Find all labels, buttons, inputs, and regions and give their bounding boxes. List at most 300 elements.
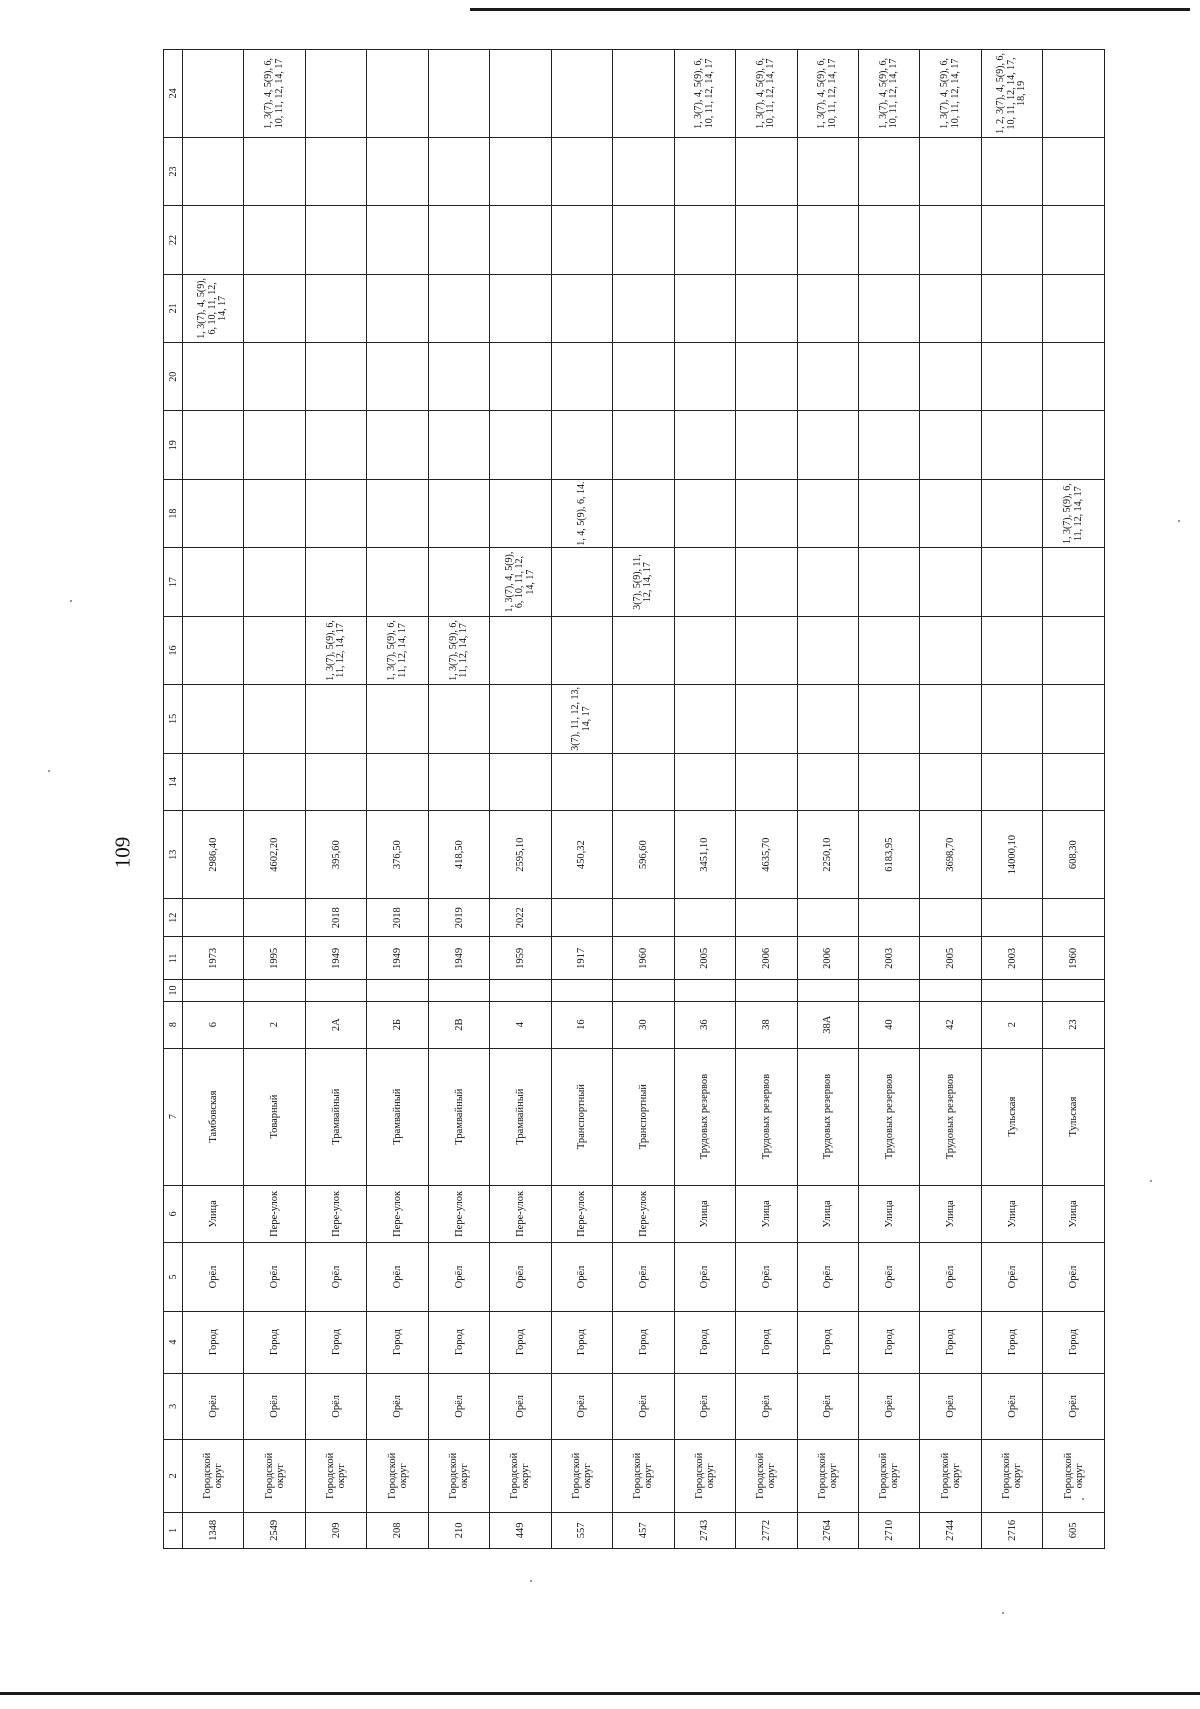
cell-c22	[428, 206, 489, 274]
cell-region: Городской округ	[367, 1439, 428, 1512]
column-number: 21	[164, 274, 183, 342]
cell-c18	[613, 479, 674, 547]
cell-c17	[797, 548, 858, 616]
cell-c21	[305, 274, 366, 342]
cell-municipality: Орёл	[367, 1373, 428, 1439]
cell-c19	[490, 411, 551, 479]
column-number: 17	[164, 548, 183, 616]
table-row	[981, 50, 1042, 1549]
cell-c18: 1, 3(7), 5(9), 6, 11, 12, 14, 17	[1043, 479, 1104, 547]
cell-c22	[1043, 206, 1104, 274]
cell-street-type: Улица	[797, 1185, 858, 1243]
column-number: 2	[164, 1439, 183, 1512]
cell-c16	[858, 616, 919, 684]
cell-c10	[367, 980, 428, 1001]
cell-c23	[981, 137, 1042, 205]
cell-area: 395,60	[305, 811, 366, 899]
cell-settlement-type: Город	[428, 1311, 489, 1373]
cell-area: 596,60	[613, 811, 674, 899]
table-row	[183, 50, 244, 1549]
cell-house: 23	[1043, 1001, 1104, 1048]
cell-c14	[858, 753, 919, 811]
cell-year: 2006	[797, 937, 858, 980]
cell-street: Трудовых резервов	[674, 1048, 735, 1185]
cell-c22	[613, 206, 674, 274]
cell-c12: 2019	[428, 899, 489, 937]
cell-c23	[1043, 137, 1104, 205]
cell-c18	[244, 479, 305, 547]
cell-c21	[490, 274, 551, 342]
cell-c14	[1043, 753, 1104, 811]
cell-c22	[797, 206, 858, 274]
cell-c20	[1043, 343, 1104, 411]
cell-c18	[183, 479, 244, 547]
cell-street: Трудовых резервов	[920, 1048, 981, 1185]
cell-settlement-type: Город	[613, 1311, 674, 1373]
cell-c19	[244, 411, 305, 479]
cell-c20	[183, 343, 244, 411]
table-row	[305, 50, 366, 1549]
cell-area: 4635,70	[736, 811, 797, 899]
cell-c16	[797, 616, 858, 684]
cell-house: 40	[858, 1001, 919, 1048]
cell-c10	[1043, 980, 1104, 1001]
cell-settlement: Орёл	[858, 1243, 919, 1311]
cell-year: 2005	[920, 937, 981, 980]
cell-region: Городской округ	[183, 1439, 244, 1512]
cell-region: Городской округ	[551, 1439, 612, 1512]
cell-settlement-type: Город	[490, 1311, 551, 1373]
cell-c16	[244, 616, 305, 684]
cell-c10	[981, 980, 1042, 1001]
scan-speck	[1002, 1612, 1004, 1614]
cell-id: 2744	[920, 1512, 981, 1548]
cell-id: 1348	[183, 1512, 244, 1548]
cell-c20	[367, 343, 428, 411]
cell-c12: 2022	[490, 899, 551, 937]
cell-street: Транспортный	[551, 1048, 612, 1185]
cell-c21	[367, 274, 428, 342]
cell-id: 605	[1043, 1512, 1104, 1548]
cell-settlement: Орёл	[428, 1243, 489, 1311]
cell-municipality: Орёл	[551, 1373, 612, 1439]
cell-c10	[490, 980, 551, 1001]
cell-c14	[551, 753, 612, 811]
cell-c10	[244, 980, 305, 1001]
cell-c14	[367, 753, 428, 811]
table-row	[244, 50, 305, 1549]
cell-settlement: Орёл	[490, 1243, 551, 1311]
cell-c15	[797, 685, 858, 753]
table-row	[551, 50, 612, 1549]
cell-street-type: Улица	[858, 1185, 919, 1243]
cell-c15	[305, 685, 366, 753]
cell-c24	[490, 50, 551, 138]
cell-c24: 1, 3(7), 4, 5(9), 6, 10, 11, 12, 14, 17	[920, 50, 981, 138]
scan-speck	[48, 770, 50, 772]
cell-municipality: Орёл	[490, 1373, 551, 1439]
cell-c14	[920, 753, 981, 811]
cell-year: 1949	[305, 937, 366, 980]
cell-c20	[428, 343, 489, 411]
cell-settlement-type: Город	[551, 1311, 612, 1373]
cell-c15	[920, 685, 981, 753]
cell-c20	[797, 343, 858, 411]
cell-c19	[981, 411, 1042, 479]
cell-c17	[1043, 548, 1104, 616]
cell-c21	[674, 274, 735, 342]
cell-street: Товарный	[244, 1048, 305, 1185]
cell-settlement-type: Город	[305, 1311, 366, 1373]
cell-id: 2710	[858, 1512, 919, 1548]
cell-c23	[244, 137, 305, 205]
cell-house: 16	[551, 1001, 612, 1048]
cell-area: 3698,70	[920, 811, 981, 899]
cell-c22	[674, 206, 735, 274]
cell-c15	[858, 685, 919, 753]
cell-c22	[367, 206, 428, 274]
cell-settlement: Орёл	[613, 1243, 674, 1311]
cell-street: Трудовых резервов	[797, 1048, 858, 1185]
cell-c24: 1, 2, 3(7), 4, 5(9), 6, 10, 11, 12, 14, 17, 18, 19	[981, 50, 1042, 138]
cell-area: 376,50	[367, 811, 428, 899]
cell-c18	[490, 479, 551, 547]
cell-c22	[736, 206, 797, 274]
cell-area: 6183,95	[858, 811, 919, 899]
cell-c21	[920, 274, 981, 342]
scan-speck	[1178, 520, 1180, 522]
cell-year: 1973	[183, 937, 244, 980]
register-table	[163, 49, 1105, 1549]
cell-c12: 2018	[367, 899, 428, 937]
cell-c21	[428, 274, 489, 342]
cell-id: 2743	[674, 1512, 735, 1548]
cell-street-type: Пере-улок	[367, 1185, 428, 1243]
cell-c14	[305, 753, 366, 811]
cell-c15	[981, 685, 1042, 753]
cell-c22	[183, 206, 244, 274]
cell-year: 1917	[551, 937, 612, 980]
cell-id: 2716	[981, 1512, 1042, 1548]
cell-c18	[920, 479, 981, 547]
cell-id: 208	[367, 1512, 428, 1548]
cell-region: Городской округ	[981, 1439, 1042, 1512]
cell-year: 2005	[674, 937, 735, 980]
cell-street: Трамвайный	[305, 1048, 366, 1185]
cell-municipality: Орёл	[244, 1373, 305, 1439]
cell-year: 2003	[858, 937, 919, 980]
cell-c21	[858, 274, 919, 342]
cell-c15	[183, 685, 244, 753]
cell-c16: 1, 3(7), 5(9), 6, 11, 12, 14, 17	[305, 616, 366, 684]
cell-c20	[981, 343, 1042, 411]
cell-c18	[367, 479, 428, 547]
scan-speck	[530, 1580, 532, 1582]
cell-c23	[920, 137, 981, 205]
cell-house: 42	[920, 1001, 981, 1048]
cell-year: 1960	[1043, 937, 1104, 980]
cell-c10	[613, 980, 674, 1001]
cell-c15	[613, 685, 674, 753]
cell-c16	[981, 616, 1042, 684]
cell-c12	[797, 899, 858, 937]
cell-c24	[551, 50, 612, 138]
cell-c10	[858, 980, 919, 1001]
table-row	[613, 50, 674, 1549]
column-number: 1	[164, 1512, 183, 1548]
cell-settlement-type: Город	[981, 1311, 1042, 1373]
cell-c14	[736, 753, 797, 811]
cell-c21	[613, 274, 674, 342]
cell-c18	[981, 479, 1042, 547]
cell-settlement: Орёл	[305, 1243, 366, 1311]
cell-settlement: Орёл	[920, 1243, 981, 1311]
column-number: 19	[164, 411, 183, 479]
cell-c20	[674, 343, 735, 411]
column-number: 4	[164, 1311, 183, 1373]
cell-street: Тульская	[1043, 1048, 1104, 1185]
cell-c10	[797, 980, 858, 1001]
cell-street-type: Улица	[1043, 1185, 1104, 1243]
top-rule	[470, 8, 1190, 11]
cell-c12	[674, 899, 735, 937]
cell-c23	[305, 137, 366, 205]
column-number: 8	[164, 1001, 183, 1048]
cell-c15	[674, 685, 735, 753]
cell-c10	[736, 980, 797, 1001]
column-number: 10	[164, 980, 183, 1001]
cell-c23	[428, 137, 489, 205]
cell-c15	[428, 685, 489, 753]
cell-c19	[736, 411, 797, 479]
cell-c20	[920, 343, 981, 411]
cell-street: Трудовых резервов	[736, 1048, 797, 1185]
cell-c17	[244, 548, 305, 616]
cell-c23	[490, 137, 551, 205]
cell-area: 418,50	[428, 811, 489, 899]
cell-street-type: Улица	[736, 1185, 797, 1243]
cell-settlement: Орёл	[981, 1243, 1042, 1311]
cell-year: 1949	[428, 937, 489, 980]
cell-municipality: Орёл	[736, 1373, 797, 1439]
cell-settlement-type: Город	[244, 1311, 305, 1373]
cell-area: 2595,10	[490, 811, 551, 899]
cell-c20	[490, 343, 551, 411]
cell-c12	[981, 899, 1042, 937]
cell-street-type: Пере-улок	[551, 1185, 612, 1243]
cell-c10	[183, 980, 244, 1001]
cell-id: 457	[613, 1512, 674, 1548]
cell-c14	[244, 753, 305, 811]
cell-area: 2250,10	[797, 811, 858, 899]
cell-settlement: Орёл	[674, 1243, 735, 1311]
cell-c23	[736, 137, 797, 205]
cell-id: 557	[551, 1512, 612, 1548]
cell-c12: 2018	[305, 899, 366, 937]
cell-c14	[797, 753, 858, 811]
cell-municipality: Орёл	[797, 1373, 858, 1439]
cell-c15: 3(7), 11, 12, 13, 14, 17	[551, 685, 612, 753]
cell-c18	[305, 479, 366, 547]
cell-street-type: Улица	[183, 1185, 244, 1243]
column-number: 14	[164, 753, 183, 811]
cell-municipality: Орёл	[428, 1373, 489, 1439]
cell-settlement-type: Город	[797, 1311, 858, 1373]
cell-house: 2	[244, 1001, 305, 1048]
cell-c17	[428, 548, 489, 616]
cell-id: 2549	[244, 1512, 305, 1548]
cell-c18: 1, 4, 5(9), 6, 14.	[551, 479, 612, 547]
cell-area: 450,32	[551, 811, 612, 899]
column-number: 5	[164, 1243, 183, 1311]
cell-area: 2986,40	[183, 811, 244, 899]
cell-c14	[613, 753, 674, 811]
cell-settlement-type: Город	[920, 1311, 981, 1373]
cell-c12	[736, 899, 797, 937]
cell-c24	[183, 50, 244, 138]
cell-c21	[736, 274, 797, 342]
column-number: 7	[164, 1048, 183, 1185]
cell-c19	[613, 411, 674, 479]
bottom-rule	[0, 1692, 1200, 1695]
cell-year: 2006	[736, 937, 797, 980]
cell-c18	[674, 479, 735, 547]
table-row	[367, 50, 428, 1549]
column-number: 22	[164, 206, 183, 274]
cell-settlement: Орёл	[367, 1243, 428, 1311]
cell-settlement: Орёл	[736, 1243, 797, 1311]
cell-c24	[613, 50, 674, 138]
cell-c10	[674, 980, 735, 1001]
cell-settlement-type: Город	[367, 1311, 428, 1373]
column-number: 11	[164, 937, 183, 980]
cell-c17	[858, 548, 919, 616]
cell-street-type: Пере-улок	[305, 1185, 366, 1243]
cell-region: Городской округ	[736, 1439, 797, 1512]
cell-c19	[367, 411, 428, 479]
table-row	[736, 50, 797, 1549]
cell-street: Тульская	[981, 1048, 1042, 1185]
cell-municipality: Орёл	[981, 1373, 1042, 1439]
cell-settlement: Орёл	[244, 1243, 305, 1311]
cell-c22	[244, 206, 305, 274]
cell-c23	[551, 137, 612, 205]
table-body	[164, 50, 1105, 1549]
cell-c19	[920, 411, 981, 479]
cell-region: Городской округ	[797, 1439, 858, 1512]
cell-c23	[613, 137, 674, 205]
cell-c20	[613, 343, 674, 411]
cell-street: Тамбовская	[183, 1048, 244, 1185]
cell-c14	[428, 753, 489, 811]
scan-speck	[1150, 1180, 1152, 1182]
cell-c16	[920, 616, 981, 684]
cell-c10	[920, 980, 981, 1001]
cell-c23	[674, 137, 735, 205]
cell-c18	[858, 479, 919, 547]
cell-settlement-type: Город	[736, 1311, 797, 1373]
cell-c12	[613, 899, 674, 937]
table-row	[920, 50, 981, 1549]
cell-c24: 1, 3(7), 4, 5(9), 6, 10, 11, 12, 14, 17	[736, 50, 797, 138]
cell-c21: 1, 3(7), 4, 5(9), 6, 10, 11, 12, 14, 17	[183, 274, 244, 342]
cell-c24: 1, 3(7), 4, 5(9), 6, 10, 11, 12, 14, 17	[244, 50, 305, 138]
table-row	[428, 50, 489, 1549]
cell-street-type: Улица	[981, 1185, 1042, 1243]
cell-c12	[244, 899, 305, 937]
table-row	[490, 50, 551, 1549]
cell-c16	[1043, 616, 1104, 684]
cell-c24: 1, 3(7), 4, 5(9), 6, 10, 11, 12, 14, 17	[858, 50, 919, 138]
cell-c18	[797, 479, 858, 547]
cell-area: 14000,10	[981, 811, 1042, 899]
cell-year: 1960	[613, 937, 674, 980]
cell-c19	[551, 411, 612, 479]
cell-region: Городской округ	[1043, 1439, 1104, 1512]
cell-c24	[305, 50, 366, 138]
cell-region: Городской округ	[674, 1439, 735, 1512]
column-number: 12	[164, 899, 183, 937]
cell-settlement: Орёл	[183, 1243, 244, 1311]
column-number: 6	[164, 1185, 183, 1243]
cell-area: 3451,10	[674, 811, 735, 899]
cell-house: 2Б	[367, 1001, 428, 1048]
cell-c10	[428, 980, 489, 1001]
cell-street: Трамвайный	[428, 1048, 489, 1185]
cell-house: 6	[183, 1001, 244, 1048]
column-number: 3	[164, 1373, 183, 1439]
cell-c22	[305, 206, 366, 274]
cell-c16	[613, 616, 674, 684]
cell-c19	[305, 411, 366, 479]
cell-c18	[736, 479, 797, 547]
cell-region: Городской округ	[305, 1439, 366, 1512]
table-row	[1043, 50, 1104, 1549]
cell-house: 36	[674, 1001, 735, 1048]
cell-c20	[305, 343, 366, 411]
cell-c18	[428, 479, 489, 547]
cell-c24: 1, 3(7), 4, 5(9), 6, 10, 11, 12, 14, 17	[797, 50, 858, 138]
cell-c17	[551, 548, 612, 616]
cell-year: 1959	[490, 937, 551, 980]
cell-municipality: Орёл	[613, 1373, 674, 1439]
cell-c15	[736, 685, 797, 753]
cell-id: 210	[428, 1512, 489, 1548]
cell-region: Городской округ	[244, 1439, 305, 1512]
cell-c16	[490, 616, 551, 684]
cell-house: 2	[981, 1001, 1042, 1048]
cell-c16: 1, 3(7), 5(9), 6, 11, 12, 14, 17	[428, 616, 489, 684]
cell-c24	[428, 50, 489, 138]
cell-id: 209	[305, 1512, 366, 1548]
cell-c23	[858, 137, 919, 205]
cell-c15	[490, 685, 551, 753]
table-row	[674, 50, 735, 1549]
cell-settlement-type: Город	[183, 1311, 244, 1373]
cell-c17	[305, 548, 366, 616]
cell-c22	[858, 206, 919, 274]
cell-street-type: Пере-улок	[244, 1185, 305, 1243]
cell-c15	[244, 685, 305, 753]
column-number: 20	[164, 343, 183, 411]
cell-c20	[736, 343, 797, 411]
cell-c10	[305, 980, 366, 1001]
cell-c12	[1043, 899, 1104, 937]
cell-c16	[551, 616, 612, 684]
cell-c17: 1, 3(7), 4, 5(9), 6, 10, 11, 12, 14, 17	[490, 548, 551, 616]
cell-area: 608,30	[1043, 811, 1104, 899]
table-row	[797, 50, 858, 1549]
